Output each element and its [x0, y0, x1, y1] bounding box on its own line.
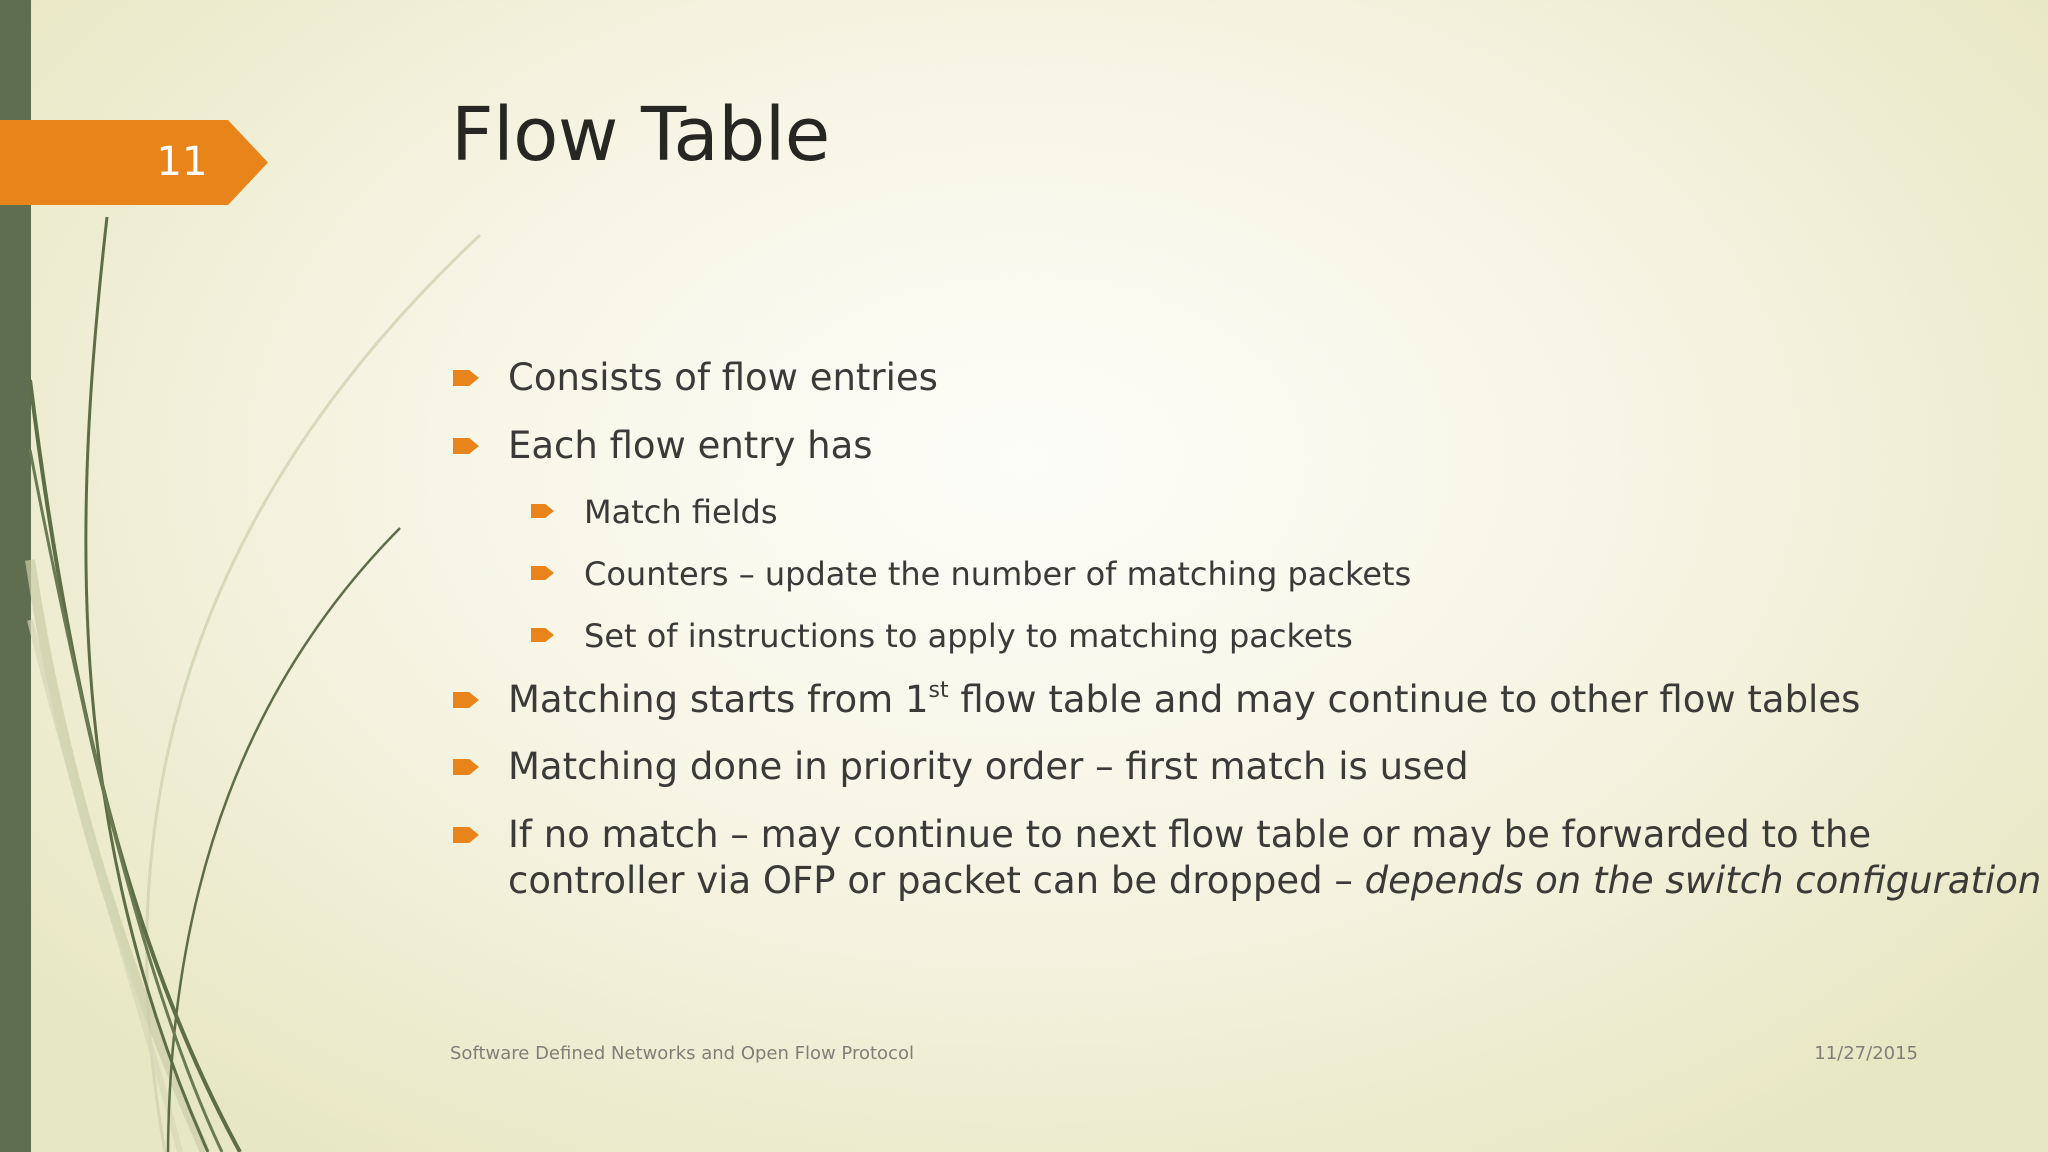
bullet-text: [508, 677, 2008, 723]
grass-curve-light-1: [147, 235, 480, 1152]
sub-bullet-text: Counters – update the number of matching packets: [584, 555, 1412, 593]
bullet-text: Each flow entry has: [508, 424, 873, 467]
footer-date: 11/27/2015: [1814, 1043, 1918, 1064]
grass-curve-dark-3: [30, 380, 240, 1152]
bullet-text: [508, 812, 2042, 904]
sub-bullet-text: Set of instructions to apply to matching packets: [584, 617, 1353, 655]
footer-title: Software Defined Networks and Open Flow Protocol: [450, 1043, 914, 1064]
bullet-emphasis: depends on the switch configuration: [1364, 859, 2042, 902]
grass-curve-dark-4: [30, 450, 222, 1152]
slide-number: 11: [156, 139, 208, 185]
grass-curve-light-2: [30, 560, 205, 1152]
slide-number-tag: [0, 120, 268, 205]
bullet-line: controller via OFP or packet can be dropped –: [508, 859, 1365, 902]
sub-bullet-text: Match fields: [584, 493, 778, 531]
grass-curve-dark-2: [168, 528, 400, 1152]
bullet-text-part: Matching starts from 1: [508, 678, 929, 721]
grass-curve-light-3: [30, 620, 180, 1152]
bullet-line: If no match – may continue to next flow table or may be forwarded to the: [508, 813, 1872, 856]
slide-title: Flow Table: [451, 92, 830, 178]
ordinal-suffix: st: [928, 677, 949, 703]
bullet-text: Matching done in priority order – first match is used: [508, 745, 1469, 788]
bullet-text: Consists of flow entries: [508, 356, 938, 399]
bullet-text-part: flow table and may continue to other flow tables: [948, 678, 1861, 721]
